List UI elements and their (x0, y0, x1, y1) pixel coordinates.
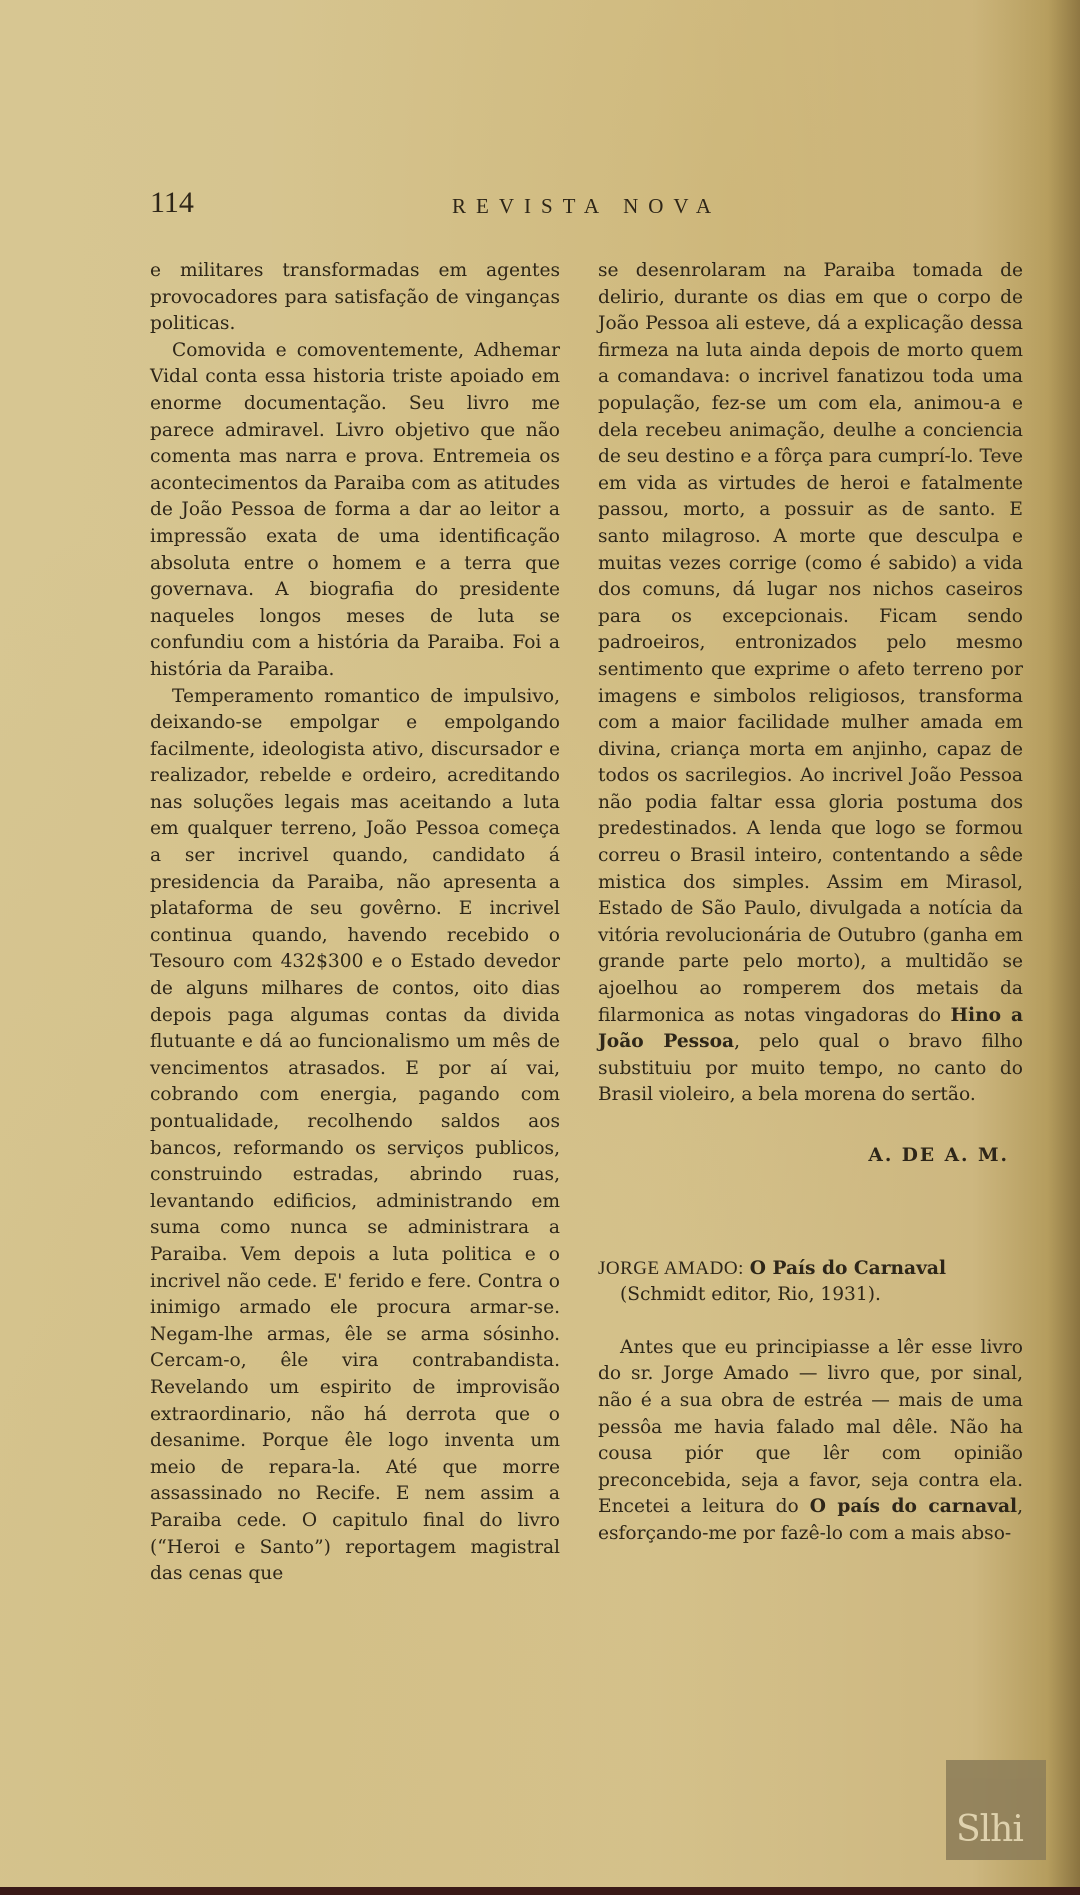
page-number: 114 (150, 186, 194, 219)
paragraph-text-end: , pelo qual o bravo filho substituiu por muito tempo, no canto do Brasil violeiro, a bela morena do sertão. (598, 1031, 1023, 1106)
review-author: JORGE AMADO: (598, 1257, 744, 1279)
page-bottom-edge (0, 1887, 1080, 1895)
paragraph: Temperamento romantico de impulsivo, deixando-se empolgar e empolgando facilmente, ideologista ativo, discursador e realizador, rebelde e ordeiro, acreditando nas soluções legais mas aceitando a luta em qualquer terreno, João Pessoa começa a ser incrivel quando, candidato á presidencia da Paraiba, não apresenta a plataforma de seu govêrno. E incrivel continua quando, havendo recebido o Tesouro com 432$300 e o Estado devedor de alguns milhares de contos, oito dias depois paga algumas contas da divida flutuante e dá ao funcionalismo um mês de vencimentos atrasados. E por aí vai, cobrando com energia, pagando com pontualidade, recolhendo saldos aos bancos, reformando os serviços publicos, construindo estradas, abrindo ruas, levantando edificios, administrando em suma como nunca se administrara a Paraiba. Vem depois a luta politica e o incrivel não cede. E' ferido e fere. Contra o inimigo armado ele procura armar-se. Negam-lhe armas, êle se arma sósinho. Cercam-o, êle vira contrabandista. Revelando um espirito de improvisão extraordinario, não há derrota que o desanime. Porque êle logo inventa um meio de repara-la. Até que morre assassinado no Recife. E nem assim a Paraiba cede. O capitulo final do livro (“Heroi e Santo”) reportagem magistral das cenas que (150, 685, 560, 1585)
paragraph (598, 1335, 1023, 1548)
paragraph: Comovida e comoventemente, Adhemar Vidal conta essa historia triste apoiado em enorme documentação. Seu livro me parece admiravel. Livro objetivo que não comenta mas narra e prova. Entremeia os acontecimentos da Paraiba com as atitudes de João Pessoa de forma a dar ao leitor a impressão exata de uma identificação absoluta entre o homem e a terra que governava. A biografia do presidente naqueles longos meses de luta se confundiu com a história da Paraiba. Foi a história da Paraiba. (150, 339, 560, 680)
page-header (150, 186, 1030, 226)
review-publication: (Schmidt editor, Rio, 1931). (620, 1284, 881, 1306)
paragraph-text: Antes que eu principiasse a lêr esse livro do sr. Jorge Amado — livro que, por sinal, não é a sua obra de estréa — mais de uma pessôa me havia falado mal dêle. Não ha cousa piór que lêr com opinião preconcebida, seja a favor, seja contra ela. Encetei a leitura do (598, 1336, 1023, 1518)
left-column (150, 258, 560, 1588)
review-heading (598, 1256, 1023, 1283)
running-title: REVISTA NOVA (452, 194, 722, 218)
paragraph (598, 258, 1023, 1109)
hymn-title: Hino a João Pessoa (598, 1004, 1023, 1053)
author-signature: A. DE A. M. (868, 1145, 1009, 1166)
paragraph-text-end: , esforçando-me por fazê-lo com a mais abso- (598, 1496, 1023, 1544)
book-title-inline: O país do carnaval (809, 1496, 1018, 1518)
right-column (598, 258, 1023, 1548)
review-book-title: O País do Carnaval (749, 1257, 947, 1279)
paragraph-text: se desenrolaram na Paraiba tomada de delirio, durante os dias em que o corpo de João Pessoa ali esteve, dá a explicação dessa firmeza na luta ainda depois de morto quem a comandava: o incrivel fanatizou toda uma população, fez-se um com ela, animou-a e dela recebeu animação, deulhe a conciencia de seu destino e a fôrça para cumprí-lo. Teve em vida as virtudes de heroi e fatalmente passou, morto, a possuir as de santo. E santo milagroso. A morte que desculpa e muitas vezes corrige (como é sabido) a vida dos comuns, dá lugar nos nichos caseiros para os excepcionais. Ficam sendo padroeiros, entronizados pelo mesmo sentimento que exprime o afeto terreno por imagens e simbolos religiosos, transforma com a maior facilidade mulher amada em divina, criança morta em anjinho, capaz de todos os sacrilegios. Ao incrivel João Pessoa não podia faltar essa gloria postuma dos predestinados. A lenda que logo se formou correu o Brasil inteiro, contentando a sêde mistica dos simples. Assim em Mirasol, Estado de São Paulo, divulgada a notícia da vitória revolucionária de Outubro (ganha em grande parte pelo morto), a multidão se ajoelhou ao romperem dos metais da filarmonica as notas vingadoras do (598, 260, 1023, 1026)
watermark-logo-text: Slhi (956, 1809, 1023, 1850)
watermark-logo (946, 1760, 1046, 1860)
paragraph: e militares transformadas em agentes provocadores para satisfação de vinganças politicas. (150, 260, 560, 335)
